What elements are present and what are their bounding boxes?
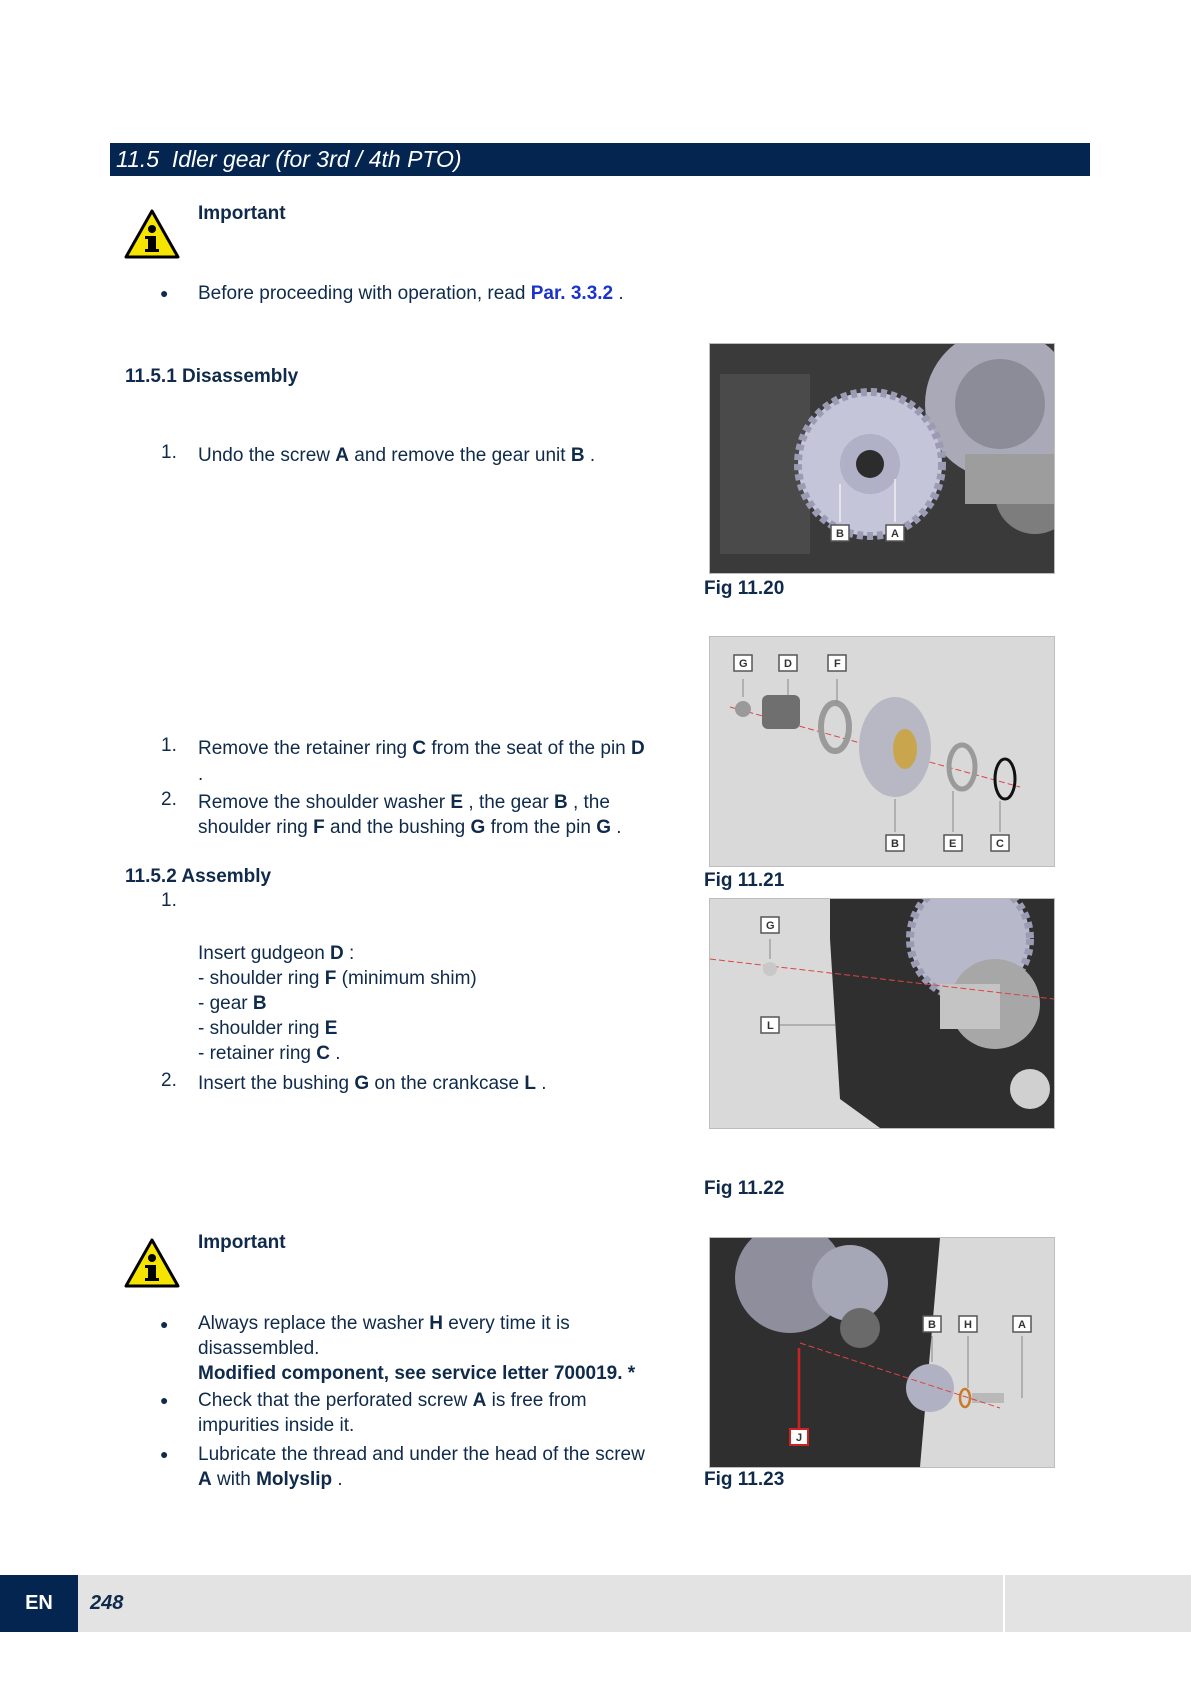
figure-label: B [928,1319,936,1331]
section-title-bar [110,143,1090,176]
important-text: Lubricate the thread and under the head of the screw A with Molyslip . [198,1444,645,1490]
figure-label: H [964,1319,972,1331]
disassembly-heading: 11.5.1 Disassembly [125,366,299,387]
figure-image [709,636,1055,867]
bullet: ● [160,285,169,301]
step-text: Remove the retainer ring C from the seat of the pin D [198,738,645,759]
warning-icon [124,208,180,260]
figure-label: G [766,920,775,932]
paragraph-link[interactable]: Par. 3.3.2 [530,283,614,304]
important-text: Always replace the washer H every time it is disassembled. Modified component, see service letter 700019. * [198,1313,636,1384]
figure-label: E [949,838,957,850]
bullet: ● [160,1446,169,1462]
section-title: Idler gear (for 3rd / 4th PTO) [171,146,462,172]
important-label: Important [198,1232,286,1253]
figure-image [709,343,1055,574]
figure-label: G [739,658,748,670]
figure-label: A [891,528,899,540]
important-label: Important [198,203,286,224]
figure-label: B [891,838,899,850]
figure-caption: Fig 11.21 [704,870,785,891]
footer-bar [0,1575,1191,1632]
figure-caption: Fig 11.23 [704,1469,785,1490]
step-text: Insert the bushing G on the crankcase L . [198,1073,547,1094]
figure-image [709,898,1055,1129]
step-number: 1. [161,442,177,463]
service-note: Modified component, see service letter 700019. * [198,1363,636,1384]
figure-label: D [784,658,792,670]
important-text: Before proceeding with operation, read Par. 3.3.2 . [198,283,624,304]
figure-image [709,1237,1055,1468]
step-text: Undo the screw A and remove the gear unit B . [198,445,596,466]
figure-label: B [836,528,844,540]
figure-label: C [996,838,1004,850]
page-number: 248 [90,1592,124,1614]
language-badge: EN [0,1575,78,1632]
figure-label: J [796,1432,803,1444]
assembly-heading: 11.5.2 Assembly [125,866,272,887]
step-number: 2. [161,789,177,810]
step-number: 1. [161,735,177,756]
footer-divider [1003,1575,1005,1632]
step-text-end: . [198,764,204,785]
step-number: 2. [161,1070,177,1091]
figure-caption: Fig 11.20 [704,578,785,599]
figure-label: L [767,1020,774,1032]
step-number: 1. [161,890,177,911]
figure-label: A [1018,1319,1026,1331]
section-number: 11.5 [116,146,160,172]
figure-label: F [834,658,841,670]
figure-caption: Fig 11.22 [704,1178,785,1199]
bullet: ● [160,1392,169,1408]
warning-icon [124,1237,180,1289]
step-text: Remove the shoulder washer E , the gear B , the shoulder ring F and the bushing G from the pin G . [198,792,622,838]
bullet: ● [160,1316,169,1332]
important-text: Check that the perforated screw A is free from impurities inside it. [198,1390,587,1436]
step-text: Insert gudgeon D : - shoulder ring F (minimum shim) - gear B - shoulder ring E - retainer ring C . [198,943,477,1064]
